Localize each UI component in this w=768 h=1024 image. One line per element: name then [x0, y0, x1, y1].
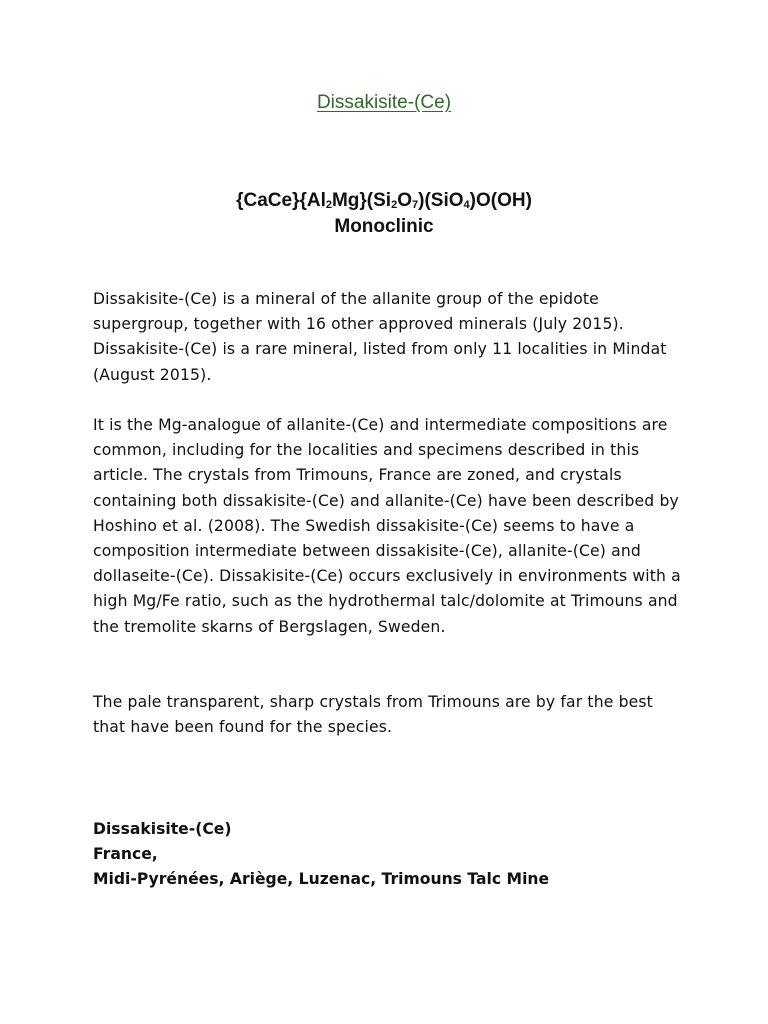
paragraph-crystals: The pale transparent, sharp crystals from Trimouns are by far the best that have been found for the species. — [93, 693, 653, 737]
formula-subscript: 2 — [325, 199, 332, 211]
formula-part: )O(OH) — [469, 190, 532, 211]
formula-subscript: 7 — [412, 199, 419, 211]
locality-place: Midi-Pyrénées, Ariège, Luzenac, Trimouns Talc Mine — [93, 870, 550, 888]
locality-mineral: Dissakisite-(Ce) — [93, 820, 232, 838]
formula-subscript: 2 — [391, 199, 398, 211]
paragraph-intro: Dissakisite-(Ce) is a mineral of the allanite group of the epidote supergroup, together with 16 other approved minerals (July 2015). Dissakisite-(Ce) is a rare mineral, listed from only 11 localities in Mindat (August 2015). — [93, 290, 667, 384]
formula-subscript: 4 — [463, 199, 470, 211]
formula-part: {CaCe}{Al — [236, 190, 326, 211]
crystal-system: Monoclinic — [334, 216, 434, 237]
formula-part: )(SiO — [418, 190, 464, 211]
chemical-formula — [0, 188, 768, 213]
formula-part: Mg}(Si — [331, 190, 392, 211]
document-title: Dissakisite-(Ce) — [316, 92, 452, 113]
formula-part: O — [397, 190, 412, 211]
paragraph-description: It is the Mg-analogue of allanite-(Ce) and intermediate compositions are common, including for the localities and specimens described in this article. The crystals from Trimouns, France are zoned, and crystals containing both dissakisite-(Ce) and allanite-(Ce) have been described by Hoshino et al. (2008). The Swedish dissakisite-(Ce) seems to have a composition intermediate between dissakisite-(Ce), allanite-(Ce) and dollaseite-(Ce). Dissakisite-(Ce) occurs exclusively in environments with a high Mg/Fe ratio, such as the hydrothermal talc/dolomite at Trimouns and the tremolite skarns of Bergslagen, Sweden. — [93, 416, 681, 636]
locality-country: France, — [93, 845, 158, 863]
